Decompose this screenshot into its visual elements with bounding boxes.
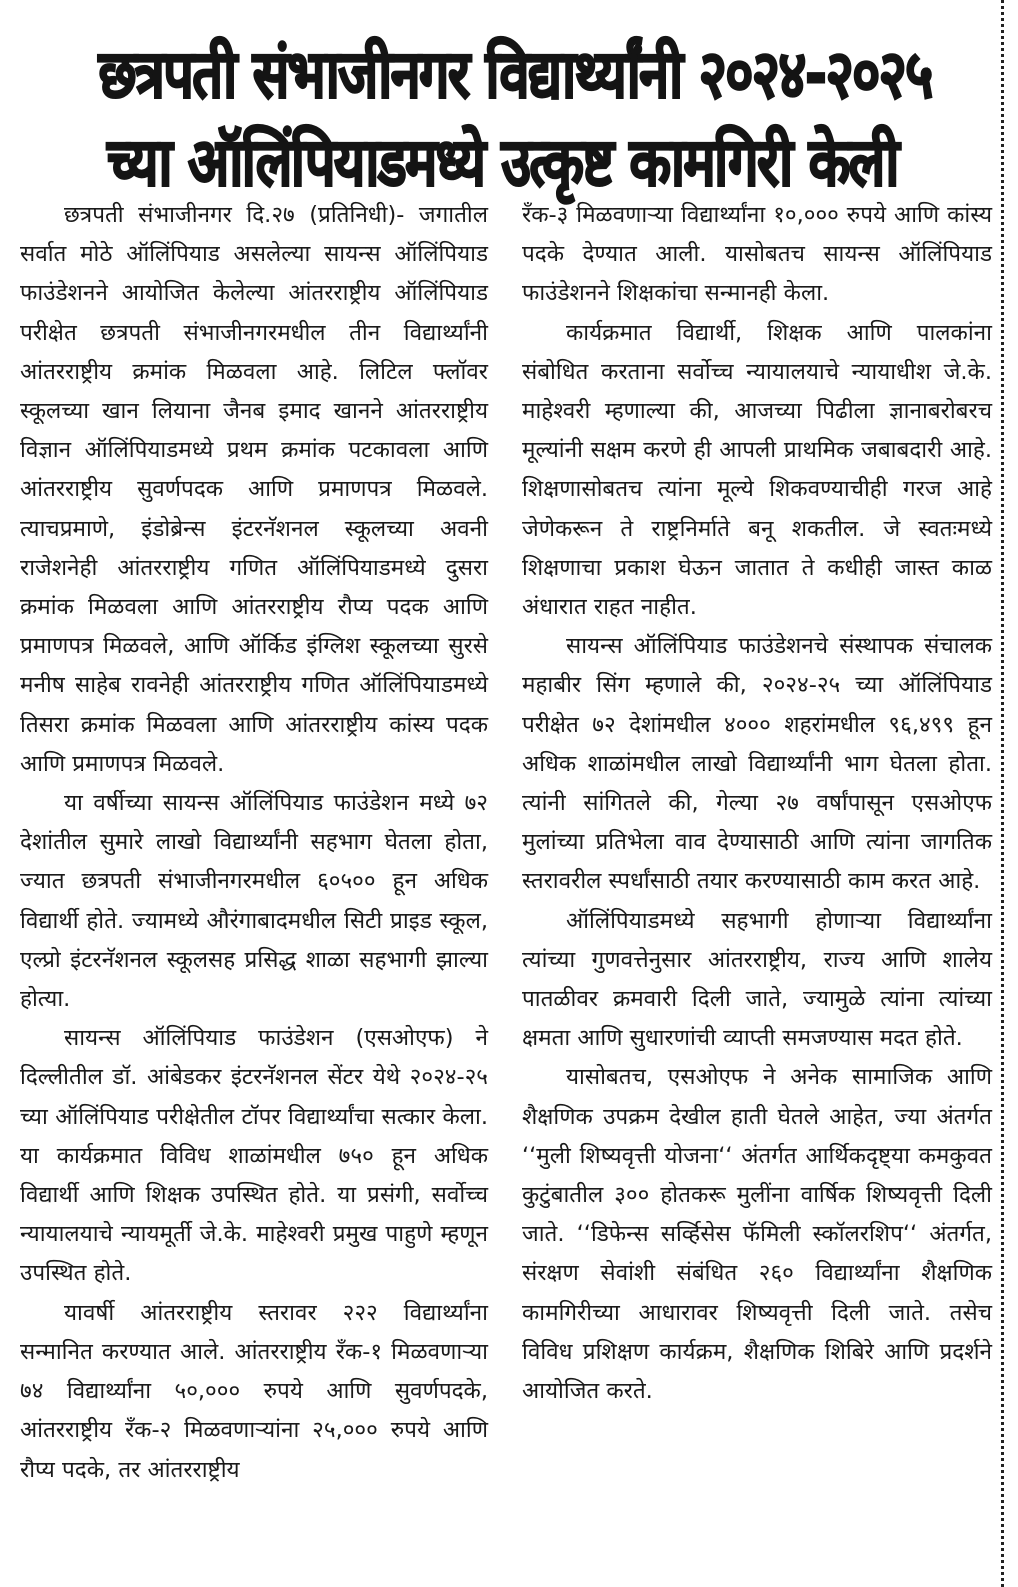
article-column-right	[522, 196, 992, 1490]
article-body	[20, 196, 992, 1490]
headline-line-2: च्या ऑलिंपियाडमध्ये उत्कृष्ट कामगिरी केली	[107, 124, 898, 202]
paragraph: छत्रपती संभाजीनगर दि.२७ (प्रतिनिधी)- जगातील सर्वात मोठे ऑलिंपियाड असलेल्या सायन्स ऑलिंपियाड फाउंडेशनने आयोजित केलेल्या आंतरराष्ट्रीय ऑलिंपियाड परीक्षेत छत्रपती संभाजीनगरमधील तीन विद्यार्थ्यांनी आंतरराष्ट्रीय क्रमांक मिळवला आहे. लिटिल फ्लॉवर स्कूलच्या खान लियाना जैनब इमाद खानने आंतरराष्ट्रीय विज्ञान ऑलिंपियाडमध्ये प्रथम क्रमांक पटकावला आणि आंतरराष्ट्रीय सुवर्णपदक आणि प्रमाणपत्र मिळवले. त्याचप्रमाणे, इंडोब्रेन्स इंटरनॅशनल स्कूलच्या अवनी राजेशनेही आंतरराष्ट्रीय गणित ऑलिंपियाडमध्ये दुसरा क्रमांक मिळवला आणि आंतरराष्ट्रीय रौप्य पदक आणि प्रमाणपत्र मिळवले, आणि ऑर्किड इंग्लिश स्कूलच्या सुरसे मनीष साहेब रावनेही आंतरराष्ट्रीय गणित ऑलिंपियाडमध्ये तिसरा क्रमांक मिळवला आणि आंतरराष्ट्रीय कांस्य पदक आणि प्रमाणपत्र मिळवले.	[20, 202, 488, 777]
paragraph-continued: रँक-३ मिळवणाऱ्या विद्यार्थ्यांना १०,००० रुपये आणि कांस्य पदके देण्यात आली. यासोबतच सायन्स ऑलिंपियाड फाउंडेशनने शिक्षकांचा सन्मानही केला.	[522, 202, 992, 307]
paragraph: सायन्स ऑलिंपियाड फाउंडेशनचे संस्थापक संचालक महाबीर सिंग म्हणाले की, २०२४-२५ च्या ऑलिंपियाड परीक्षेत ७२ देशांमधील ४००० शहरांमधील ९६,४९९ हून अधिक शाळांमधील लाखो विद्यार्थ्यांनी भाग घेतला होता. त्यांनी सांगितले की, गेल्या २७ वर्षांपासून एसओएफ मुलांच्या प्रतिभेला वाव देण्यासाठी आणि त्यांना जागतिक स्तरावरील स्पर्धांसाठी तयार करण्यासाठी काम करत आहे.	[522, 633, 992, 895]
article-column-left	[20, 196, 488, 1490]
paragraph: यावर्षी आंतरराष्ट्रीय स्तरावर २२२ विद्यार्थ्यांना सन्मानित करण्यात आले. आंतरराष्ट्रीय रँक-१ मिळवणाऱ्या ७४ विद्यार्थ्यांना ५०,००० रुपये आणि सुवर्णपदके, आंतरराष्ट्रीय रँक-२ मिळवणाऱ्यांना २५,००० रुपये आणि रौप्य पदके, तर आंतरराष्ट्रीय	[20, 1299, 488, 1483]
dotted-cut-border	[1001, 0, 1004, 1587]
paragraph: कार्यक्रमात विद्यार्थी, शिक्षक आणि पालकांना संबोधित करताना सर्वोच्च न्यायालयाचे न्यायाधीश जे.के. माहेश्वरी म्हणाल्या की, आजच्या पिढीला ज्ञानाबरोबरच मूल्यांनी सक्षम करणे ही आपली प्राथमिक जबाबदारी आहे. शिक्षणासोबतच त्यांना मूल्ये शिकवण्याचीही गरज आहे जेणेकरून ते राष्ट्रनिर्माते बनू शकतील. जे स्वतःमध्ये शिक्षणाचा प्रकाश घेऊन जातात ते कधीही जास्त काळ अंधारात राहत नाहीत.	[522, 319, 992, 621]
headline	[10, 31, 995, 207]
paragraph: ऑलिंपियाडमध्ये सहभागी होणाऱ्या विद्यार्थ्यांना त्यांच्या गुणवत्तेनुसार आंतरराष्ट्रीय, राज्य आणि शालेय पातळीवर क्रमवारी दिली जाते, ज्यामुळे त्यांना त्यांच्या क्षमता आणि सुधारणांची व्याप्ती समजण्यास मदत होते.	[522, 907, 992, 1052]
headline-line-1: छत्रपती संभाजीनगर विद्यार्थ्यांनी २०२४-२०२५	[98, 36, 932, 114]
paragraph: या वर्षीच्या सायन्स ऑलिंपियाड फाउंडेशन मध्ये ७२ देशांतील सुमारे लाखो विद्यार्थ्यांनी सहभाग घेतला होता, ज्यात छत्रपती संभाजीनगरमधील ६०५०० हून अधिक विद्यार्थी होते. ज्यामध्ये औरंगाबादमधील सिटी प्राइड स्कूल, एल्प्रो इंटरनॅशनल स्कूलसह प्रसिद्ध शाळा सहभागी झाल्या होत्या.	[20, 790, 488, 1013]
paragraph: यासोबतच, एसओएफ ने अनेक सामाजिक आणि शैक्षणिक उपक्रम देखील हाती घेतले आहेत, ज्या अंतर्गत ‘‘मुली शिष्यवृत्ती योजना‘‘ अंतर्गत आर्थिकदृष्ट्या कमकुवत कुटुंबातील ३०० होतकरू मुलींना वार्षिक शिष्यवृत्ती दिली जाते. ‘‘डिफेन्स सर्व्हिसेस फॅमिली स्कॉलरशिप‘‘ अंतर्गत, संरक्षण सेवांशी संबंधित २६० विद्यार्थ्यांना शैक्षणिक कामगिरीच्या आधारावर शिष्यवृत्ती दिली जाते. तसेच विविध प्रशिक्षण कार्यक्रम, शैक्षणिक शिबिरे आणि प्रदर्शने आयोजित करते.	[522, 1064, 992, 1405]
paragraph: सायन्स ऑलिंपियाड फाउंडेशन (एसओएफ) ने दिल्लीतील डॉ. आंबेडकर इंटरनॅशनल सेंटर येथे २०२४-२५ च्या ऑलिंपियाड परीक्षेतील टॉपर विद्यार्थ्यांचा सत्कार केला. या कार्यक्रमात विविध शाळांमधील ७५० हून अधिक विद्यार्थी आणि शिक्षक उपस्थित होते. या प्रसंगी, सर्वोच्च न्यायालयाचे न्यायमूर्ती जे.के. माहेश्वरी प्रमुख पाहुणे म्हणून उपस्थित होते.	[20, 1025, 488, 1287]
